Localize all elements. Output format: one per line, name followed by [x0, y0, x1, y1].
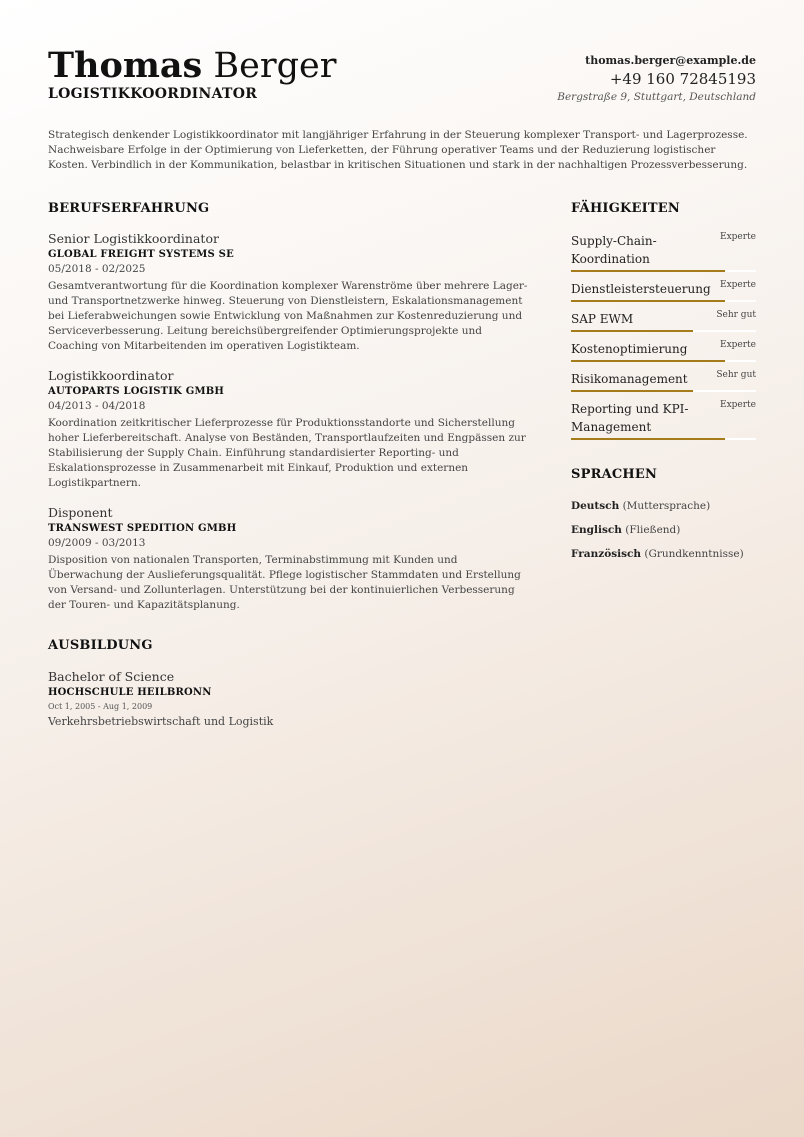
language-item — [571, 542, 756, 566]
last-name: Berger — [213, 46, 337, 86]
education-heading: AUSBILDUNG — [48, 638, 153, 653]
skill-level: Sehr gut — [716, 310, 756, 320]
education-entry — [48, 669, 533, 729]
skill-bar-fill — [571, 390, 693, 392]
phone[interactable]: +49 160 72845193 — [609, 70, 756, 88]
skill-name: Dienstleistersteuerung — [571, 282, 711, 296]
job-entry — [48, 368, 533, 491]
skills-heading: FÄHIGKEITEN — [571, 201, 680, 216]
first-name: Thomas — [48, 45, 203, 86]
language-level: (Muttersprache) — [622, 500, 711, 512]
skill-bar — [571, 438, 756, 440]
field-of-study: Verkehrsbetriebswirtschaft und Logistik — [48, 715, 274, 728]
degree: Bachelor of Science — [48, 669, 175, 684]
job-description: Koordination zeitkritischer Lieferprozesse für Produktionsstandorte und Sicherstellung hoher Lieferbereitschaft. Analyse von Beständen, Transportlaufzeiten und Engpässen zur Stabilisierung der Supply Chain. Einführung standardisierter Reporting- und Eskalationsprozesse in Zusammenarbeit mit Einkauf, Produktion und externen Logistikpartnern. — [48, 417, 526, 489]
skill-bar — [571, 300, 756, 302]
language-name: Deutsch — [571, 500, 620, 512]
education-dates: Oct 1, 2005 - Aug 1, 2009 — [48, 702, 153, 711]
skill-level: Experte — [720, 280, 756, 290]
side-column — [571, 200, 756, 566]
job-title: Logistikkoordinator — [48, 368, 174, 383]
languages-heading: SPRACHEN — [571, 467, 658, 482]
languages-section — [571, 466, 756, 566]
skill-level: Experte — [720, 400, 756, 410]
company-name: TRANSWEST SPEDITION GMBH — [48, 523, 237, 534]
language-level: (Grundkenntnisse) — [644, 548, 744, 560]
resume-page — [48, 0, 756, 728]
skill-item — [571, 400, 756, 440]
job-dates: 09/2009 - 03/2013 — [48, 537, 146, 549]
skill-bar-fill — [571, 438, 725, 440]
email[interactable]: thomas.berger@example.de — [585, 54, 756, 67]
skill-name: Supply-Chain-Koordination — [571, 234, 657, 266]
skill-level: Experte — [720, 232, 756, 242]
job-title: Disponent — [48, 505, 113, 520]
company-name: GLOBAL FREIGHT SYSTEMS SE — [48, 249, 234, 260]
profile-summary: Strategisch denkender Logistikkoordinator mit langjähriger Erfahrung in der Steuerung komplexer Transport- und Lagerprozesse. Nachweisbare Erfolge in der Optimierung von Lieferketten, der Führung operativer Teams und der Reduzierung logistischer Kosten. Verbindlich in der Kommunikation, belastbar in kritischen Situationen und stark in der nachhaltigen Prozessverbesserung. — [48, 129, 748, 171]
skills-list — [571, 232, 756, 440]
resume-header — [48, 0, 756, 112]
contact-block — [557, 54, 756, 104]
skill-bar — [571, 270, 756, 272]
job-entry — [48, 505, 533, 613]
job-title: Senior Logistikkoordinator — [48, 231, 219, 246]
job-role: LOGISTIKKOORDINATOR — [48, 86, 258, 102]
skill-name: Kostenoptimierung — [571, 342, 688, 356]
experience-heading: BERUFSERFAHRUNG — [48, 201, 210, 216]
skill-bar-fill — [571, 270, 725, 272]
skill-bar-fill — [571, 360, 725, 362]
main-column — [48, 200, 533, 729]
company-name: AUTOPARTS LOGISTIK GMBH — [48, 386, 225, 397]
job-dates: 05/2018 - 02/2025 — [48, 263, 146, 275]
skill-bar-fill — [571, 300, 725, 302]
school-name: HOCHSCHULE HEILBRONN — [48, 687, 212, 698]
skill-name: Risikomanagement — [571, 372, 688, 386]
languages-list — [571, 494, 756, 566]
job-description: Gesamtverantwortung für die Koordination komplexer Warenströme über mehrere Lager- und Transportnetzwerke hinweg. Steuerung von Dienstleistern, Eskalationsmanagement bei Lieferabweichungen sowie Entwicklung von Maßnahmen zur Kostenreduzierung und Serviceverbesserung. Leitung bereichsübergreifender Optimierungsprojekte und Coaching von Mitarbeitenden im operativen Logistikteam. — [48, 280, 528, 352]
skill-bar — [571, 330, 756, 332]
skill-bar-fill — [571, 330, 693, 332]
skill-bar — [571, 390, 756, 392]
education-section — [48, 637, 533, 729]
job-description: Disposition von nationalen Transporten, Terminabstimmung mit Kunden und Überwachung der Auslieferungsqualität. Pflege logistischer Stammdaten und Erstellung von Versand- und Zollunterlagen. Unterstützung bei der kontinuierlichen Verbesserung der Touren- und Kapazitätsplanung. — [48, 554, 521, 611]
language-name: Französisch — [571, 548, 642, 560]
language-item — [571, 494, 756, 518]
language-name: Englisch — [571, 524, 622, 536]
job-dates: 04/2013 - 04/2018 — [48, 400, 146, 412]
skill-item — [571, 340, 756, 362]
skill-item — [571, 280, 756, 302]
skill-level: Sehr gut — [716, 370, 756, 380]
skill-item — [571, 370, 756, 392]
full-name — [48, 44, 336, 88]
skill-bar — [571, 360, 756, 362]
skill-name: Reporting und KPI-Management — [571, 402, 689, 434]
language-item — [571, 518, 756, 542]
skill-level: Experte — [720, 340, 756, 350]
skill-item — [571, 232, 756, 272]
skill-item — [571, 310, 756, 332]
job-entry — [48, 231, 533, 354]
skill-name: SAP EWM — [571, 312, 634, 326]
address: Bergstraße 9, Stuttgart, Deutschland — [557, 91, 756, 103]
language-level: (Fließend) — [625, 524, 681, 536]
